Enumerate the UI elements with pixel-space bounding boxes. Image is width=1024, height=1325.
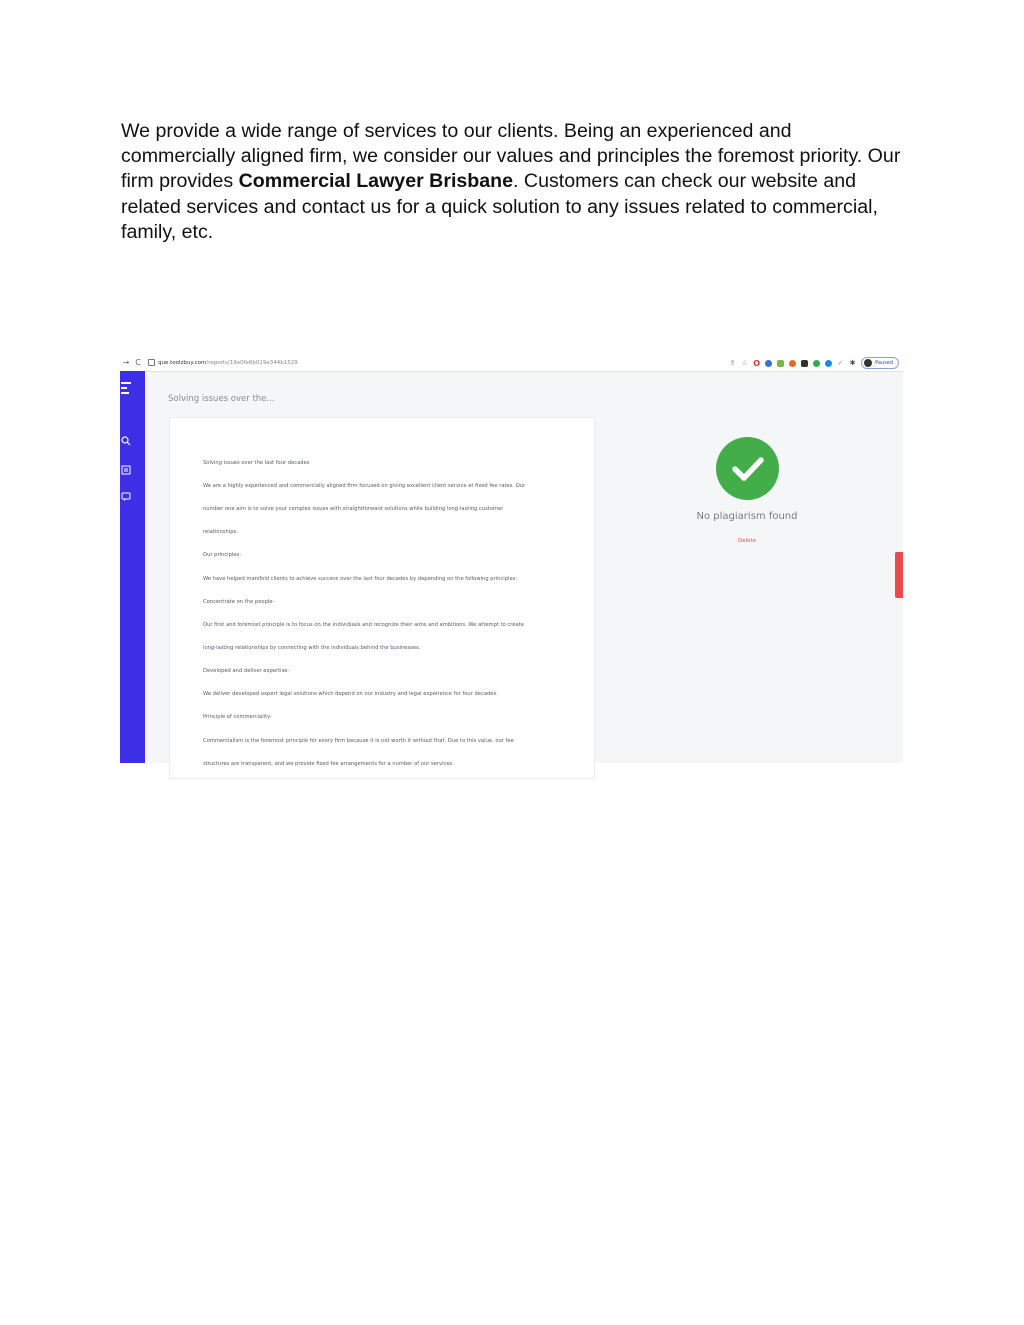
opera-extension-icon[interactable]: O <box>753 358 761 368</box>
paragraph-text-start: We provide a wide range of services to our clients. Being an experienced and commercially aligned firm, we consider our values and principles the foremost priority. Our firm provides <box>121 120 901 193</box>
search-icon[interactable] <box>121 436 131 446</box>
reload-button[interactable]: C <box>135 358 141 367</box>
document-line: Developed and deliver expertise- <box>203 668 290 674</box>
lock-icon <box>148 359 155 366</box>
menu-icon[interactable] <box>121 382 131 397</box>
document-line: We deliver developed expert legal solutions which depend on our industry and legal experience for four decades. <box>203 691 498 697</box>
report-title: Solving issues over the... <box>168 394 275 404</box>
address-bar[interactable] <box>158 360 298 366</box>
document-line: Solving issues over the last four decades <box>203 460 310 466</box>
green-extension-icon[interactable] <box>813 360 820 367</box>
document-line: Our first and foremost principle is to focus on the individuals and recognize their aims and ambitions. We attempt to create <box>203 622 524 628</box>
document-line: Commercialism is the foremost principle for every firm because it is not worth it without that. Due to this value, our fee <box>203 738 514 744</box>
url-domain: que.toolzbuy.com <box>158 359 207 366</box>
document-line: number one aim is to solve your complex issues with straightforward solutions while building long-lasting customer <box>203 506 504 512</box>
blue-extension-icon[interactable] <box>825 360 832 367</box>
avatar <box>864 359 872 367</box>
paragraph-bold-keyword: Commercial Lawyer Brisbane <box>238 170 514 193</box>
dark-extension-icon[interactable] <box>801 360 808 367</box>
success-check-icon <box>716 437 779 500</box>
check-extension-icon[interactable]: ✓ <box>837 358 844 367</box>
extension-icons <box>729 357 899 369</box>
star-icon[interactable]: ☆ <box>741 358 748 367</box>
forward-button[interactable]: → <box>122 358 130 367</box>
delete-link[interactable]: Delete <box>737 538 757 544</box>
document-card <box>169 417 595 779</box>
url-path: /reports/19e0fe6b019e344b1529 <box>206 359 298 366</box>
document-line: We have helped manifold clients to achieve success over the last four decades by depending on the following principles: <box>203 576 518 582</box>
app-sidebar <box>120 371 145 763</box>
chat-icon[interactable] <box>121 492 131 502</box>
share-icon[interactable]: ⇪ <box>729 358 736 367</box>
profile-paused-button[interactable] <box>861 357 899 369</box>
body-paragraph <box>121 119 911 245</box>
download-extension-icon[interactable] <box>777 360 784 367</box>
document-line: We are a highly experienced and commercially aligned firm focused on giving excellent client service at fixed fee rates. Our <box>203 483 526 489</box>
result-label: No plagiarism found <box>696 511 798 522</box>
document-line: relationships. <box>203 529 238 535</box>
feedback-tab[interactable] <box>895 552 903 598</box>
user-extension-icon[interactable] <box>765 360 772 367</box>
puzzle-icon[interactable]: ✱ <box>849 358 856 367</box>
document-list-icon[interactable] <box>121 465 131 475</box>
document-line: Our principles: <box>203 552 241 558</box>
document-line: structures are transparent, and we provide fixed fee arrangements for a number of our services. <box>203 761 454 767</box>
document-line: long-lasting relationships by connecting with the individuals behind the businesses. <box>203 645 421 651</box>
profile-status: Paused <box>875 360 893 366</box>
embedded-screenshot <box>120 354 903 767</box>
orange-extension-icon[interactable] <box>789 360 796 367</box>
paragraph-text-end: . Customers can check our website and related services and contact us for a quick solution to any issues related to commercial, family, etc. <box>121 170 878 243</box>
browser-toolbar <box>120 354 903 372</box>
document-line: Principle of commerciality- <box>203 714 272 720</box>
document-line: Concentrate on the people- <box>203 599 275 605</box>
